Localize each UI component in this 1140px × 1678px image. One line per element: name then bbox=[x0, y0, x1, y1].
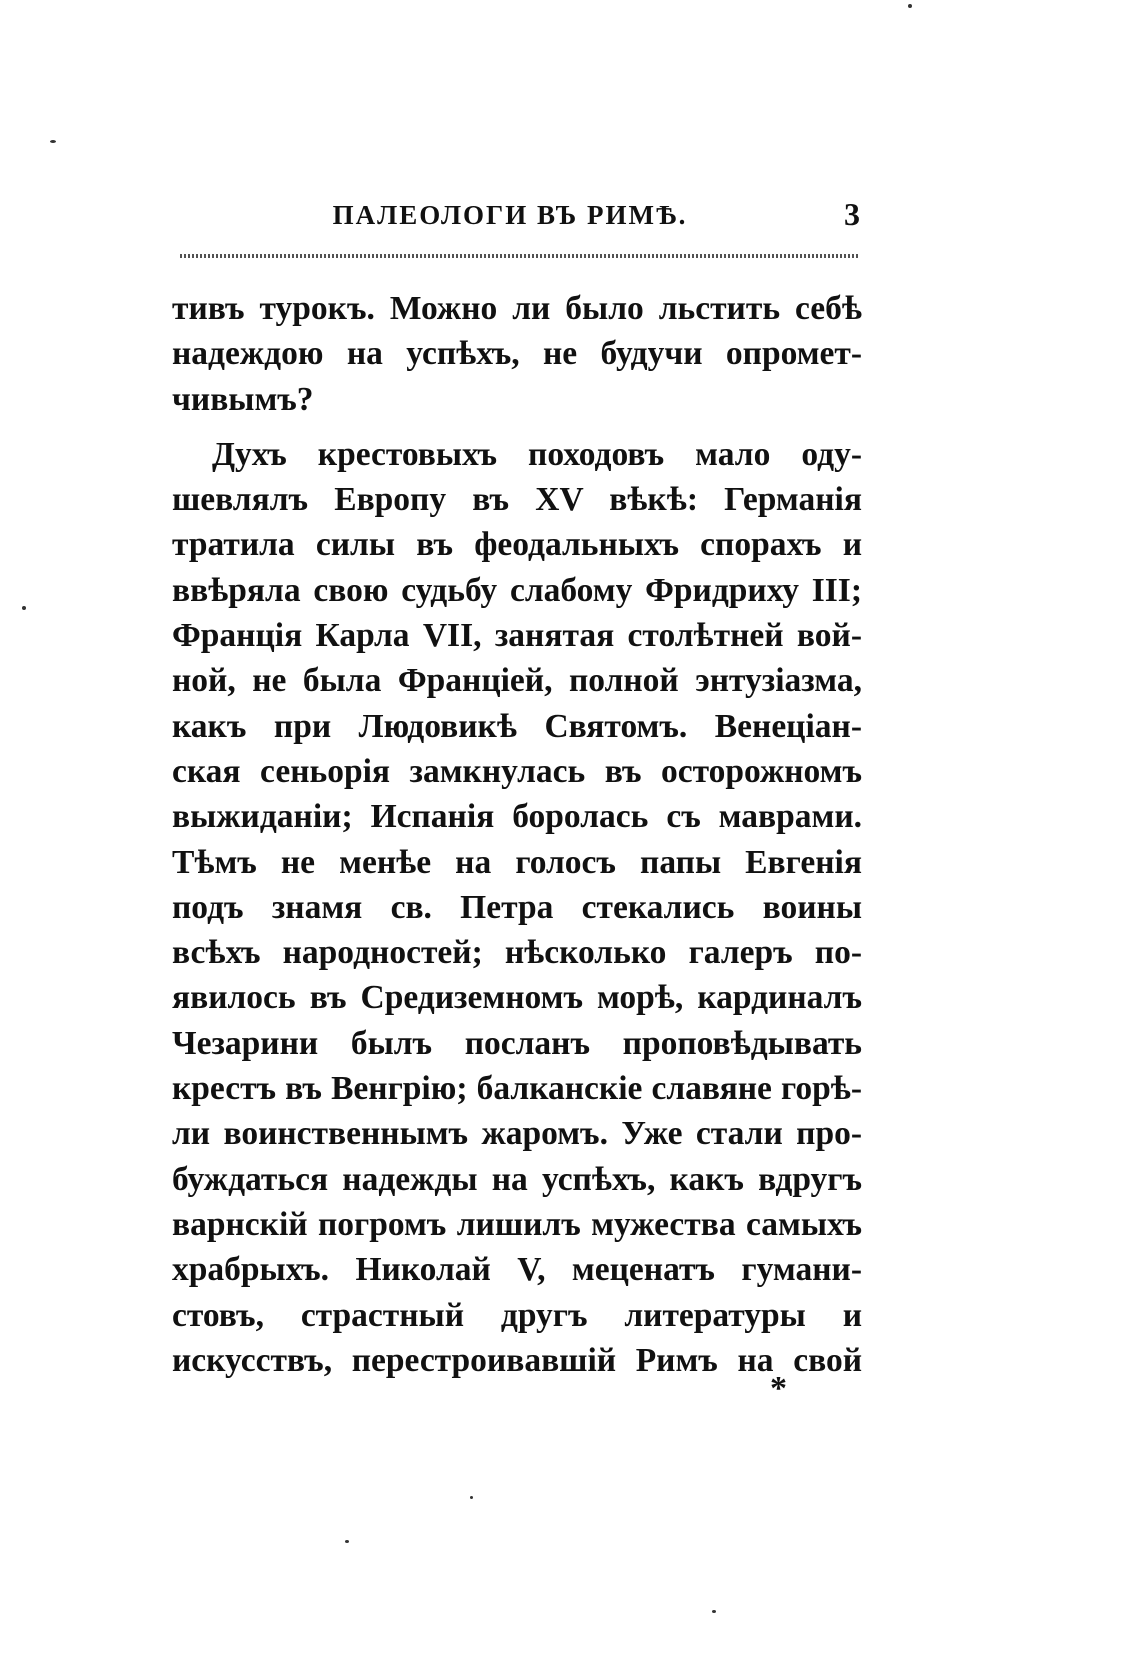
text-line: надеждою на успѣхъ, не будучи опромет- bbox=[172, 335, 862, 373]
scan-speck bbox=[470, 1496, 473, 1499]
text-line: искусствъ, перестроивавшій Римъ на свой bbox=[172, 1341, 862, 1379]
text-line: шевлялъ Европу въ XV вѣкѣ: Германія bbox=[172, 481, 862, 519]
text-line: буждаться надежды на успѣхъ, какъ вдругъ bbox=[172, 1160, 862, 1198]
text-line: крестъ въ Венгрію; балканскіе славяне горѣ- bbox=[172, 1070, 862, 1108]
text-line: всѣхъ народностей; нѣсколько галеръ по- bbox=[172, 934, 862, 972]
text-line: ввѣряла свою судьбу слабому Фридриху III; bbox=[172, 571, 862, 609]
text-line: Духъ крестовыхъ походовъ мало оду- bbox=[212, 435, 862, 473]
text-line: ли воинственнымъ жаромъ. Уже стали про- bbox=[172, 1115, 862, 1153]
scan-speck bbox=[22, 606, 26, 610]
text-line: явилось въ Средиземномъ морѣ, кардиналъ bbox=[172, 979, 862, 1017]
text-line: выжиданіи; Испанія боролась съ маврами. bbox=[172, 798, 862, 836]
text-line: варнскій погромъ лишилъ мужества самыхъ bbox=[172, 1205, 862, 1243]
scan-speck bbox=[712, 1610, 716, 1613]
running-head bbox=[180, 196, 860, 240]
running-title: ПАЛЕОЛОГИ ВЪ РИМѢ. bbox=[332, 200, 688, 230]
text-line: стовъ, страстный другъ литературы и bbox=[172, 1296, 862, 1334]
scan-speck bbox=[50, 140, 56, 143]
text-line: ская сеньорія замкнулась въ осторожномъ bbox=[172, 752, 862, 790]
scan-speck bbox=[345, 1540, 349, 1543]
text-line: чивымъ? bbox=[172, 380, 314, 418]
text-line: Чезарини былъ посланъ проповѣдывать bbox=[172, 1024, 862, 1062]
header-rule bbox=[180, 254, 860, 258]
text-line: Тѣмъ не менѣе на голосъ папы Евгенія bbox=[172, 843, 862, 881]
body-text bbox=[172, 286, 862, 1383]
text-line: подъ знамя св. Петра стекались воины bbox=[172, 888, 862, 926]
text-line: храбрыхъ. Николай V, меценатъ гумани- bbox=[172, 1251, 862, 1289]
scan-speck bbox=[908, 4, 912, 8]
signature-mark: * bbox=[770, 1370, 787, 1407]
text-line: Франція Карла VII, занятая столѣтней вой- bbox=[172, 617, 862, 655]
paragraph-gap bbox=[172, 422, 862, 432]
text-line: тратила силы въ феодальныхъ спорахъ и bbox=[172, 526, 862, 564]
page-number: 3 bbox=[844, 196, 860, 232]
text-line: какъ при Людовикѣ Святомъ. Венеціан- bbox=[172, 707, 862, 745]
text-line: тивъ турокъ. Можно ли было льстить себѣ bbox=[172, 290, 862, 327]
text-line: ной, не была Франціей, полной энтузіазма, bbox=[172, 662, 862, 700]
